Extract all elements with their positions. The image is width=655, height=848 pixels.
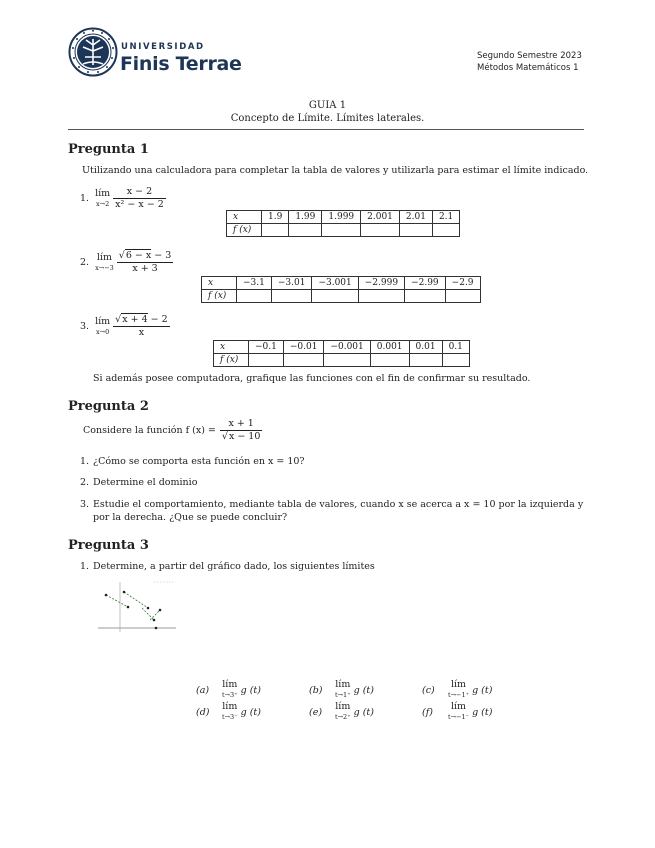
university-seal-logo [68, 27, 118, 77]
limit-a: (a) lím t→3⁺ g (t) [196, 679, 261, 699]
q3-item-1: 1. Determine, a partir del gráfico dado, los siguientes límites [80, 561, 375, 572]
q1-item-2 [80, 250, 173, 275]
limit-c: (c) lím t→−1⁺ g (t) [422, 679, 493, 699]
limit-d: (d) lím t→3⁻ g (t) [196, 701, 261, 721]
function-fraction: $\frac{x + 1}{√x - 10}$ [221, 418, 261, 442]
guide-title: GUIA 1 [308, 100, 347, 111]
limit-b: (b) lím t→1⁺ g (t) [309, 679, 374, 699]
question-2-intro [83, 418, 262, 443]
table-row-fx: f (x) [227, 224, 460, 237]
university-label: UNIVERSIDAD [121, 42, 205, 52]
document-title [0, 100, 655, 125]
table-row-fx: f (x) [202, 290, 481, 303]
limit-fraction: $\frac{√x + 4 - 2}{x}$ [115, 314, 168, 338]
table-row-x: x 1.9 1.99 1.999 2.001 2.01 2.1 [227, 211, 460, 224]
question-1-intro: Utilizando una calculadora para completar la tabla de valores y utilizarla para estimar el límite indicado. [82, 165, 589, 176]
question-2-heading: Pregunta 2 [68, 399, 149, 414]
table-row-fx: f (x) [214, 354, 470, 367]
limit-operator: lím x→2 [95, 187, 111, 208]
table-row-x: x −3.1 −3.01 −3.001 −2.999 −2.99 −2.9 [202, 277, 481, 290]
function-graph [98, 580, 178, 634]
limit-operator: lím x→0 [95, 315, 111, 336]
limit-operator: lím x→−3 [95, 251, 114, 272]
limit-fraction: $\frac{x - 2}{\text{x² − x − 2}}$ [115, 186, 164, 210]
item-number: 2. [80, 257, 90, 268]
guide-subtitle: Concepto de Límite. Límites laterales. [230, 112, 425, 124]
limit-f: (f) lím t→−1⁻ g (t) [422, 701, 493, 721]
q2-item-2: 2. Determine el dominio [80, 477, 198, 488]
intro-text: Considere la función f (x) = [83, 425, 216, 436]
question-3-heading: Pregunta 3 [68, 538, 149, 553]
question-1-heading: Pregunta 1 [68, 142, 149, 157]
q2-item-1: 1. ¿Cómo se comporta esta función en x = 10? [80, 456, 305, 467]
question-1-footer: Si además posee computadora, grafique las funciones con el fin de confirmar su resultado. [93, 373, 531, 384]
q1-item-3 [80, 314, 170, 339]
table-row-x: x −0.1 −0.01 −0.001 0.001 0.01 0.1 [214, 341, 470, 354]
title-rule [68, 129, 584, 130]
semester-label: Segundo Semestre 2023 [477, 51, 582, 61]
q2-item-3: 3. Estudie el comportamiento, mediante tabla de valores, cuando x se acerca a x = 10 por la izquierda y por la derecha. ¿Que se puede concluir? [80, 499, 584, 523]
value-table-1 [226, 210, 460, 237]
limit-fraction: $\frac{√6 - x - 3}{x + 3}$ [118, 250, 172, 274]
limit-e: (e) lím t→2⁺ g (t) [309, 701, 374, 721]
value-table-3 [213, 340, 470, 367]
value-table-2 [201, 276, 481, 303]
q1-item-1 [80, 186, 166, 211]
item-number: 1. [80, 193, 90, 204]
university-name: Finis Terrae [120, 53, 242, 75]
item-number: 3. [80, 321, 90, 332]
header-info [477, 50, 582, 74]
course-label: Métodos Matemáticos 1 [477, 63, 579, 73]
